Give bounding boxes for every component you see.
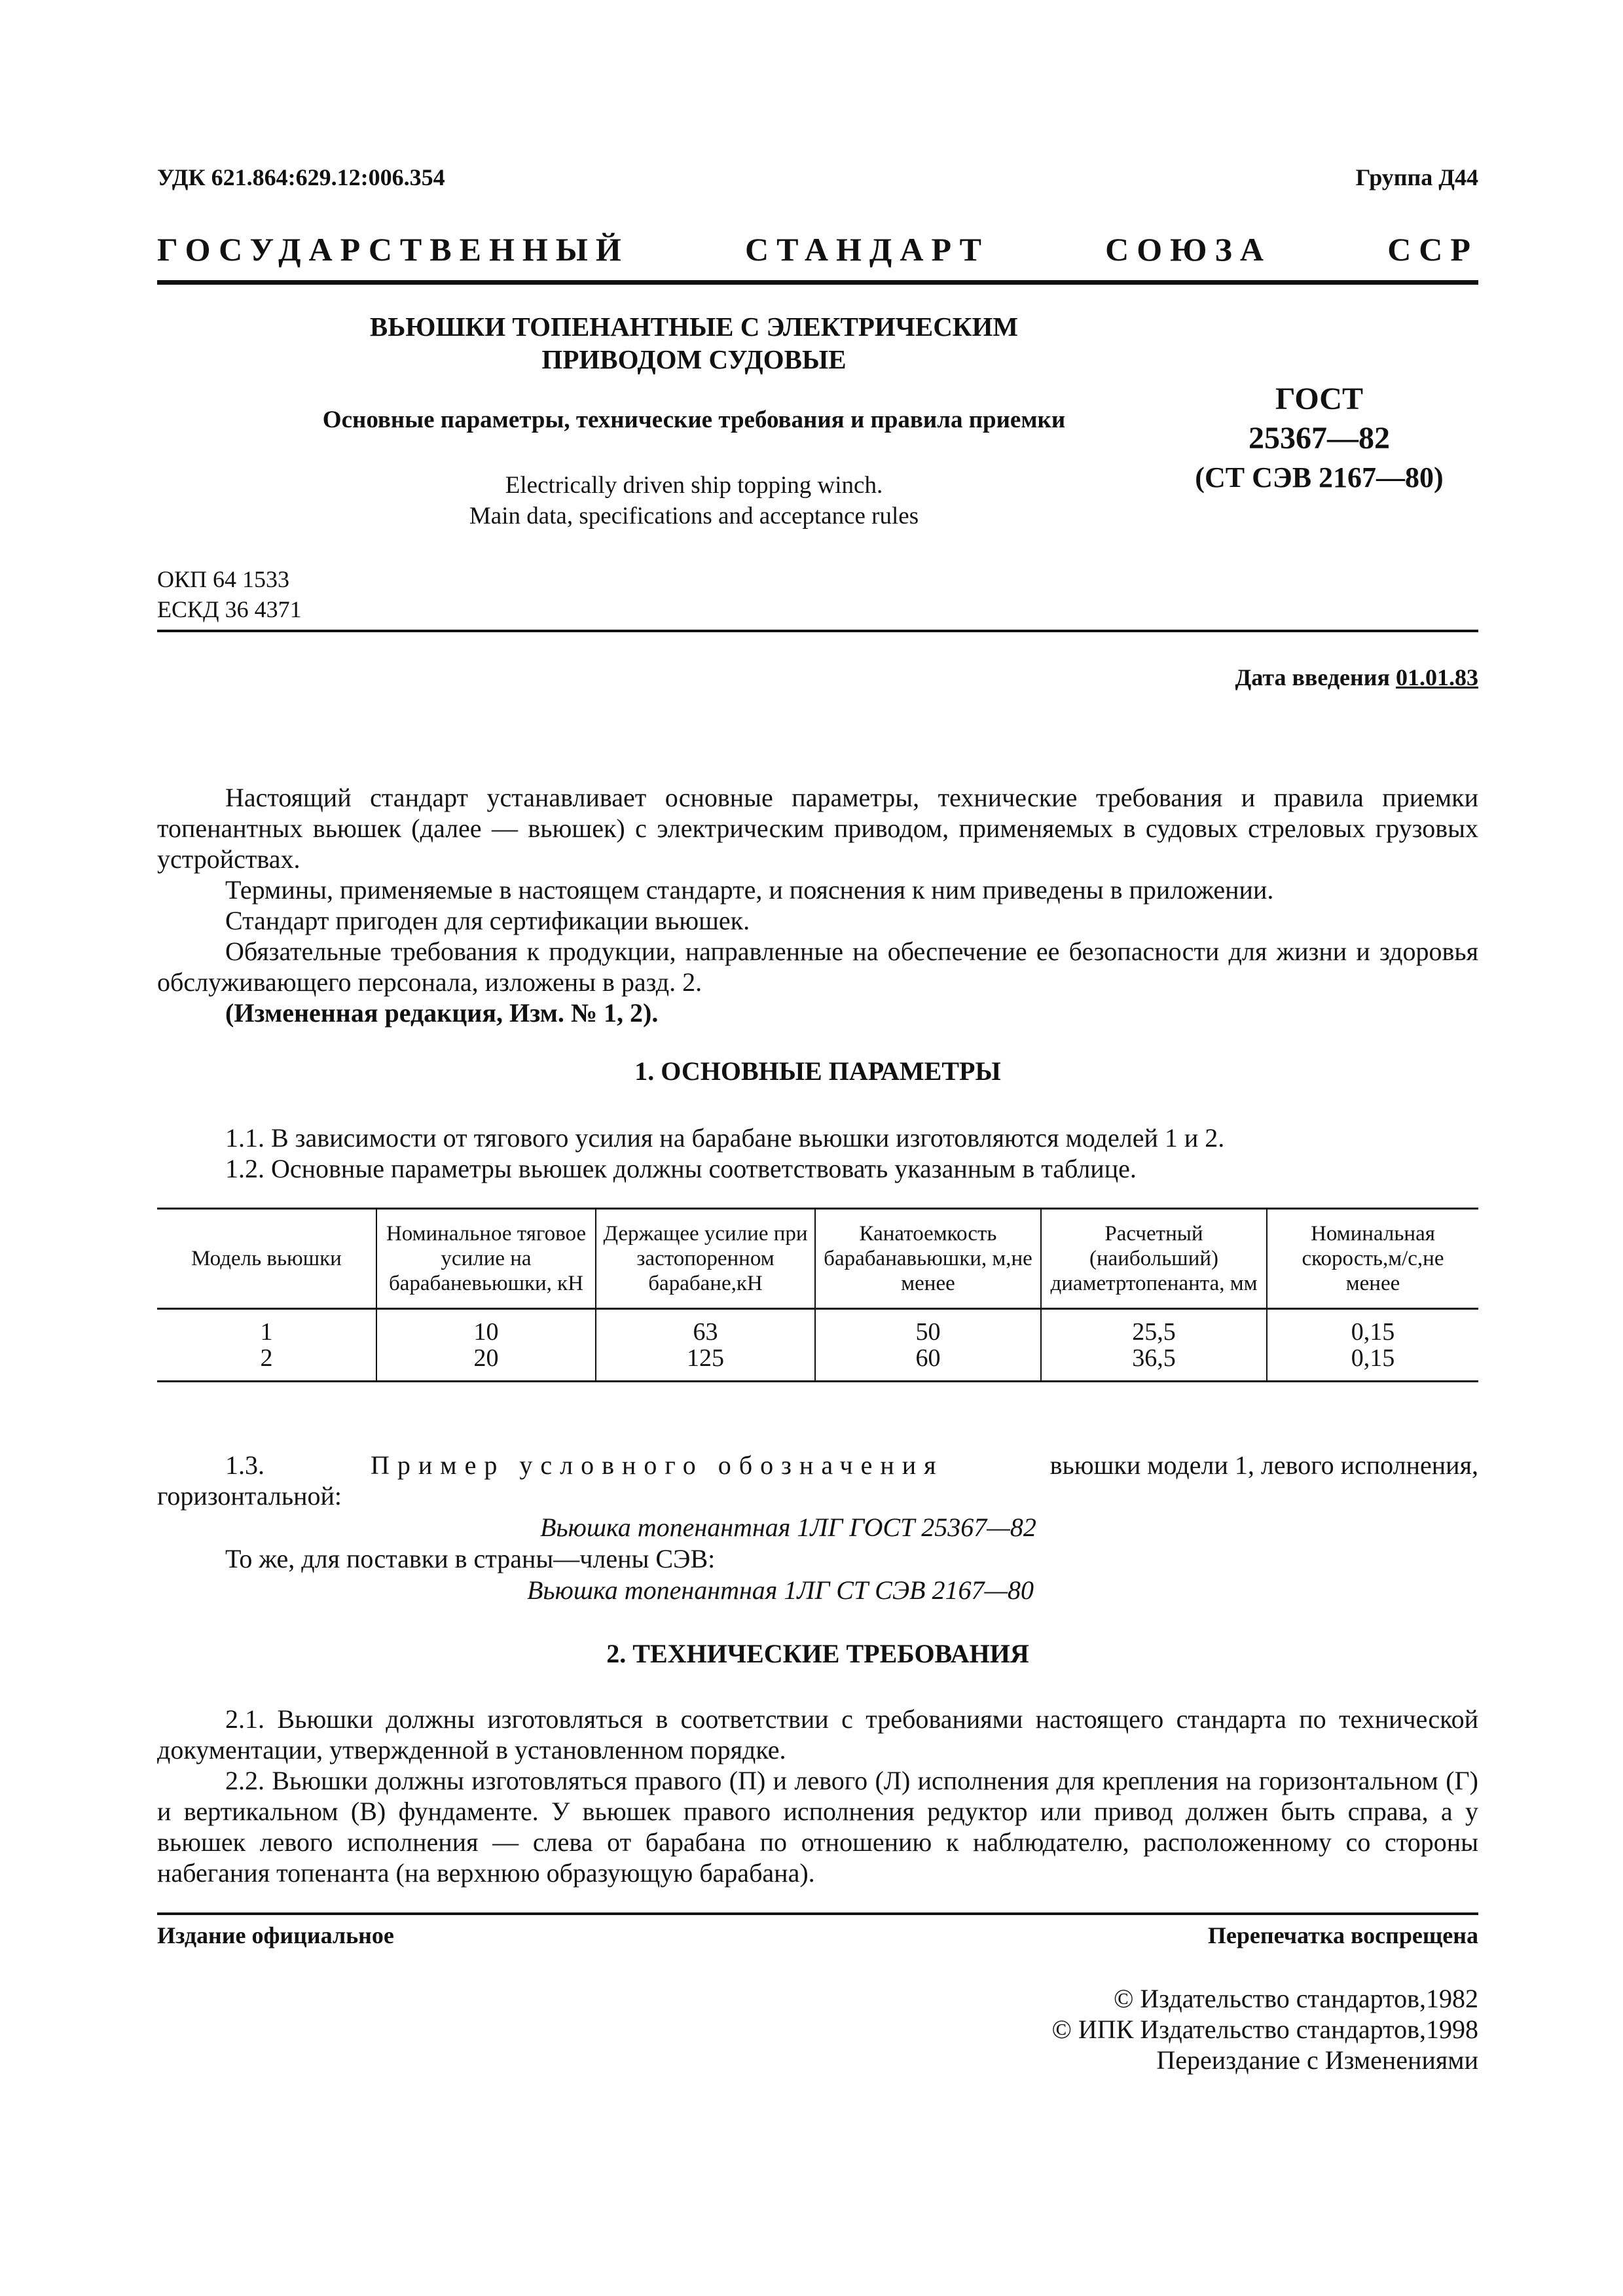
table-row (157, 1345, 1478, 1382)
table-cell: 10 (376, 1309, 596, 1346)
codes-rule (157, 630, 1478, 632)
english-line-2: Main data, specifications and acceptance rules (469, 503, 919, 529)
cmea-number: (СТ СЭВ 2167—80) (1195, 461, 1444, 493)
amendment-note: (Измененная редакция, Изм. № 1, 2). (225, 998, 659, 1028)
designation-example-1: Вьюшка топенантная 1ЛГ ГОСТ 25367—82 (540, 1513, 1036, 1542)
title-line-1: ВЬЮШКИ ТОПЕНАНТНЫЕ С ЭЛЕКТРИЧЕСКИМ (369, 312, 1019, 342)
col-header-pull-force: Номинальное тяговое усилие на барабаневьюшки, кН (376, 1209, 596, 1309)
section-2-heading: 2. ТЕХНИЧЕСКИЕ ТРЕБОВАНИЯ (606, 1639, 1029, 1668)
designation-example-2: Вьюшка топенантная 1ЛГ СТ СЭВ 2167—80 (527, 1575, 1034, 1605)
title-line-2: ПРИВОДОМ СУДОВЫЕ (541, 344, 847, 374)
intro-text (157, 782, 1478, 1028)
table-cell: 50 (815, 1309, 1041, 1346)
table-cell: 20 (376, 1345, 596, 1382)
copyright-block (1052, 1983, 1478, 2075)
col-header-diameter: Расчетный (наибольший) диаметртопенанта, мм (1041, 1209, 1267, 1309)
section-1-text (157, 1122, 1478, 1184)
clause-1-3-number: 1.3. (225, 1450, 264, 1480)
reissue-note: Переиздание с Изменениями (1156, 2045, 1478, 2075)
clause-1-3-line-2: горизонтальной: (157, 1481, 342, 1511)
table-cell: 125 (596, 1345, 815, 1382)
official-edition: Издание официальное (157, 1922, 394, 1948)
clause-1-3-rest: вьюшки модели 1, левого исполнения, (1049, 1450, 1478, 1480)
table-cell: 60 (815, 1345, 1041, 1382)
table-cell: 1 (260, 1318, 273, 1346)
okp-code: ОКП 64 1533 (157, 566, 290, 592)
state-word-1: ГОСУДАРСТВЕННЫЙ (157, 231, 629, 268)
header-rule (157, 280, 1478, 285)
intro-date-label: Дата введения (1235, 664, 1390, 691)
intro-date-value: 01.01.83 (1396, 664, 1478, 691)
table-cell: 0,15 (1267, 1309, 1478, 1346)
state-word-2: СТАНДАРТ (744, 231, 989, 268)
clause-1-2: 1.2. Основные параметры вьюшек должны соответствовать указанным в таблице. (225, 1154, 1137, 1183)
copyright-1982: © Издательство стандартов,1982 (1113, 1984, 1478, 2013)
eskd-code: ЕСКД 36 4371 (157, 596, 302, 622)
table-cell: 25,5 (1041, 1309, 1267, 1346)
parameters-table (157, 1208, 1478, 1382)
clause-2-1: 2.1. Вьюшки должны изготовляться в соответствии с требованиями настоящего стандарта по технической документации, утвержденной в установленном порядке. (157, 1704, 1478, 1765)
clause-1-1: 1.1. В зависимости от тягового усилия на барабане вьюшки изготовляются моделей 1 и 2. (225, 1123, 1225, 1153)
document-page (157, 0, 1478, 2296)
table-header-row (157, 1209, 1478, 1309)
intro-paragraph-2: Термины, применяемые в настоящем стандарте, и пояснения к ним приведены в приложении. (225, 875, 1274, 905)
footer-rule (157, 1912, 1478, 1915)
clause-1-3-spaced: Пример условного обозначения (371, 1450, 944, 1480)
state-word-4: ССР (1387, 231, 1478, 268)
intro-date (1235, 664, 1479, 691)
clause-1-3 (157, 1450, 1478, 1511)
classification-codes (157, 564, 302, 624)
col-header-speed: Номинальная скорость,м/с,не менее (1267, 1209, 1478, 1309)
same-for-cmea: То же, для поставки в страны—члены СЭВ: (225, 1544, 716, 1573)
table-cell: 36,5 (1041, 1345, 1267, 1382)
copyright-1998: © ИПК Издательство стандартов,1998 (1051, 2015, 1478, 2044)
udk-code: УДК 621.864:629.12:006.354 (157, 164, 445, 190)
reprint-prohibited: Перепечатка воспрещена (1207, 1922, 1478, 1948)
state-word-3: СОЮЗА (1105, 231, 1271, 268)
col-header-rope-capacity: Канатоемкость барабанавьюшки, м,не менее (815, 1209, 1041, 1309)
group-code: Группа Д44 (1355, 164, 1478, 190)
table-cell: 63 (596, 1309, 815, 1346)
table-cell: 2 (260, 1344, 273, 1372)
gost-label: ГОСТ (1275, 382, 1363, 416)
clause-1-3-line-1 (157, 1450, 1478, 1480)
state-standard-title (157, 230, 1478, 268)
col-header-model: Модель вьюшки (191, 1247, 342, 1270)
col-header-holding-force: Держащее усилие при застопоренном барабане,кН (596, 1209, 815, 1309)
intro-paragraph-3: Стандарт пригоден для сертификации вьюшек. (225, 906, 750, 935)
intro-paragraph-4: Обязательные требования к продукции, направленные на обеспечение ее безопасности для жизни и здоровья обслуживающего персонала, изложены в разд. 2. (157, 937, 1478, 997)
document-subtitle: Основные параметры, технические требования и правила приемки (322, 406, 1066, 433)
section-2-text (157, 1704, 1478, 1888)
gost-designation (1159, 380, 1480, 497)
table-cell: 0,15 (1267, 1345, 1478, 1382)
document-title (183, 310, 1205, 376)
clause-2-2: 2.2. Вьюшки должны изготовляться правого (П) и левого (Л) исполнения для крепления на горизонтальном (Г) и вертикальном (В) фундаменте. У вьюшек правого исполнения редуктор или привод должен быть справа, а у вьюшек левого исполнения — слева от барабана по отношению к наблюдателю, расположенному со стороны набегания топенанта (на верхнюю образующую барабана). (157, 1766, 1478, 1888)
english-title (183, 470, 1205, 531)
intro-paragraph-1: Настоящий стандарт устанавливает основные параметры, технические требования и правила приемки топенантных вьюшек (далее — вьюшек) с электрическим приводом, применяемых в судовых стреловых грузовых устройствах. (157, 783, 1478, 874)
gost-number: 25367—82 (1249, 421, 1390, 456)
english-line-1: Electrically driven ship topping winch. (505, 472, 883, 499)
section-1-heading: 1. ОСНОВНЫЕ ПАРАМЕТРЫ (634, 1056, 1001, 1086)
table-row (157, 1309, 1478, 1346)
